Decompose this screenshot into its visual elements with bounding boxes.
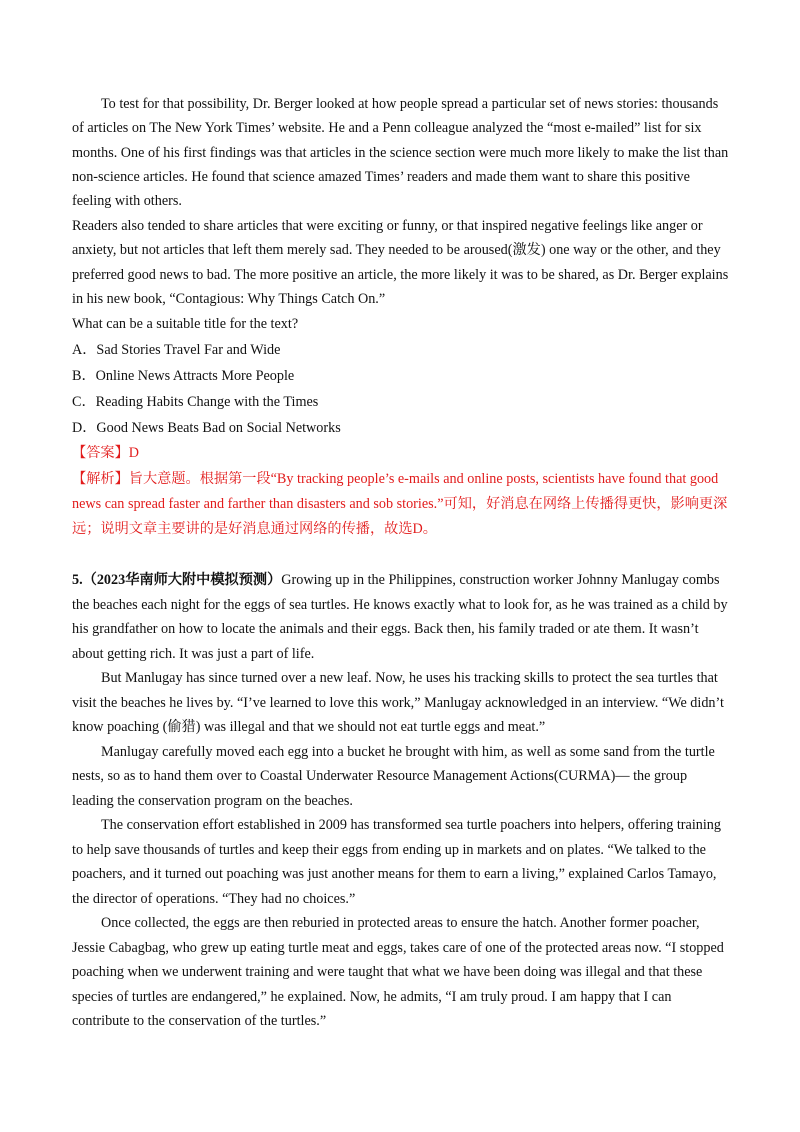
passage-line: to help save thousands of turtles and keep their eggs from ending up in markets and on plates. “We talked to the (72, 842, 706, 858)
passage-line: The conservation effort established in 2009 has transformed sea turtle poachers into helpers, offering training (101, 817, 721, 833)
passage-line: poachers, and it turned out poaching was just another means for them to earn a living,” explained Carlos Tamayo, (72, 866, 717, 882)
passage-line: But Manlugay has since turned over a new leaf. Now, he uses his tracking skills to protect the sea turtles that (101, 670, 718, 686)
passage-line: Growing up in the Philippines, construction worker Johnny Manlugay combs (281, 572, 720, 588)
answer-line: 【答案】D (72, 445, 139, 461)
passage-line: the beaches each night for the eggs of sea turtles. He knows exactly what to look for, as he was trained as a child by (72, 597, 728, 613)
passage-line: nests, so as to hand them over to Coastal Underwater Resource Management Actions(CURMA)— the group (72, 768, 688, 784)
option-a: A．Sad Stories Travel Far and Wide (72, 342, 281, 358)
analysis-line: news can spread faster and farther than disasters and sob stories.”可知，好消息在网络上传播得更快，影响更深 (72, 496, 728, 512)
passage-line: Readers also tended to share articles that were exciting or funny, or that inspired negative feelings like anger or (72, 218, 703, 234)
passage-line: Manlugay carefully moved each egg into a bucket he brought with him, as well as some sand from the turtle (101, 744, 715, 760)
passage-line: months. One of his first findings was that articles in the science section were much more likely to make the list than (72, 145, 729, 161)
passage-line: of articles on The New York Times’ website. He and a Penn colleague analyzed the “most e-mailed” list for six (72, 120, 702, 136)
analysis-line: 远；说明文章主要讲的是好消息通过网络的传播，故选D。 (72, 521, 437, 537)
question-text: What can be a suitable title for the text? (72, 316, 299, 332)
passage-line: contribute to the conservation of the turtles.” (72, 1013, 327, 1029)
passage-line: Once collected, the eggs are then reburied in protected areas to ensure the hatch. Another former poacher, (101, 915, 700, 931)
passage-line: poaching when we underwent training and were taught that what we have been doing was illegal and that these (72, 964, 703, 980)
passage-line: To test for that possibility, Dr. Berger looked at how people spread a particular set of news stories: thousands (101, 96, 719, 112)
passage-line: Jessie Cabagbag, who grew up eating turtle meat and eggs, takes care of one of the protected areas now. “I stopped (72, 940, 724, 956)
passage-line: anxiety, but not articles that left them merely sad. They needed to be aroused(激发) one way or the other, and they (72, 242, 721, 258)
passage-line: in his new book, “Contagious: Why Things Catch On.” (72, 291, 386, 307)
passage-heading-line (72, 570, 719, 590)
passage-line: his grandfather on how to locate the animals and their eggs. Back then, his family traded or ate them. It wasn’t (72, 621, 699, 637)
question-heading: 5.（2023华南师大附中模拟预测） (72, 572, 282, 588)
passage-line: preferred good news to bad. The more positive an article, the more likely it was to be shared, as Dr. Berger explains (72, 267, 729, 283)
option-c: C．Reading Habits Change with the Times (72, 394, 319, 410)
option-b: B．Online News Attracts More People (72, 368, 295, 384)
passage-line: the director of operations. “They had no choices.” (72, 891, 356, 907)
passage-line: species of turtles are endangered,” he explained. Now, he admits, “I am truly proud. I am happy that I can (72, 989, 672, 1005)
passage-line: leading the conservation program on the beaches. (72, 793, 353, 809)
passage-line: about getting rich. It was just a part of life. (72, 646, 315, 662)
analysis-line: 【解析】旨大意题。根据第一段“By tracking people’s e-mails and online posts, scientists have found that good (72, 471, 719, 487)
passage-line: know poaching (偷猎) was illegal and that we should not eat turtle eggs and meat.” (72, 719, 546, 735)
passage-line: visit the beaches he lives by. “I’ve learned to love this work,” Manlugay acknowledged in an interview. “We didn’t (72, 695, 724, 711)
option-d: D．Good News Beats Bad on Social Networks (72, 420, 341, 436)
passage-line: feeling with others. (72, 193, 182, 209)
passage-line: non-science articles. He found that science amazed Times’ readers and made them want to share this positive (72, 169, 690, 185)
